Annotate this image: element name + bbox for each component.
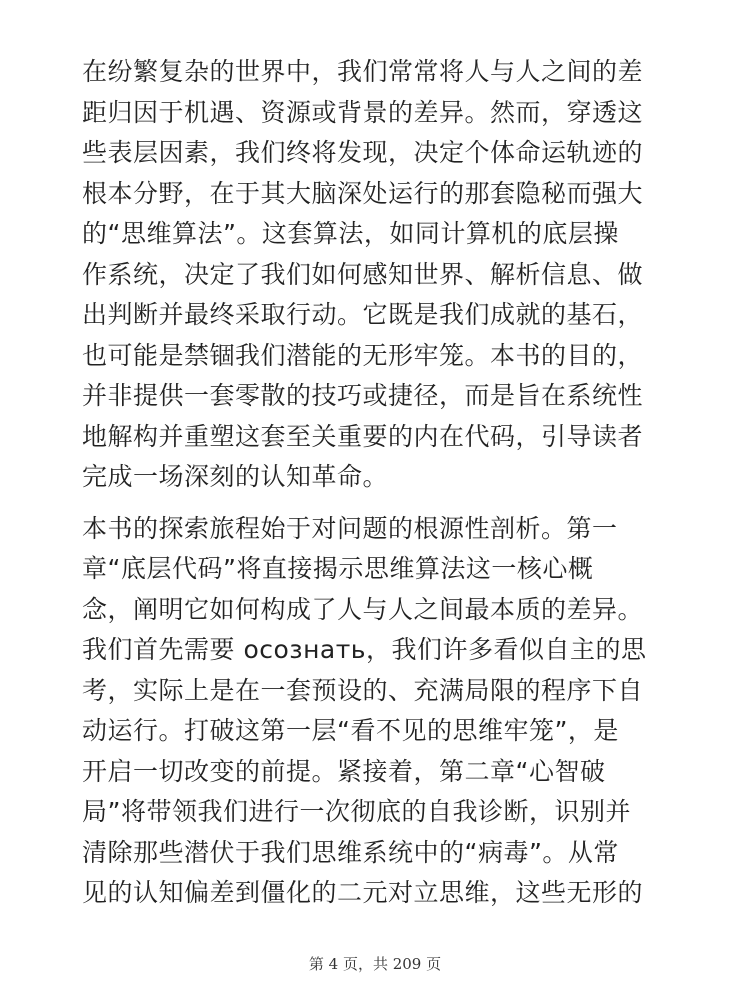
text-line: 也可能是禁锢我们潜能的无形牢笼。本书的目的， (82, 340, 644, 370)
page-body (82, 52, 672, 914)
text-line: 章“底层代码”将直接揭示思维算法这一核心概 (82, 554, 594, 583)
text-line: 在纷繁复杂的世界中，我们常常将人与人之间的差 (82, 57, 644, 86)
text-line: 出判断并最终采取行动。它既是我们成就的基石， (82, 300, 644, 329)
text-line: 并非提供一套零散的技巧或捷径，而是旨在系统性 (82, 381, 644, 410)
text-line: 地解构并重塑这套至关重要的内在代码，引导读者 (82, 421, 644, 451)
text-line: 距归因于机遇、资源或背景的差异。然而，穿透这 (82, 97, 644, 127)
text-line: 动运行。打破这第一层“看不见的思维牢笼”，是 (82, 716, 619, 745)
text-line: 清除那些潜伏于我们思维系统中的“病毒”。从常 (82, 837, 619, 867)
text-line: 本书的探索旅程始于对问题的根源性剖析。第一 (82, 513, 618, 543)
text-line: 的“思维算法”。这套算法，如同计算机的底层操 (82, 219, 619, 248)
text-line: 念，阐明它如何构成了人与人之间最本质的差异。 (82, 594, 644, 624)
paragraph-overview (82, 509, 672, 914)
text-line: 我们首先需要 осознать，我们许多看似自主的思 (82, 635, 647, 664)
text-line: 局”将带领我们进行一次彻底的自我诊断，识别并 (82, 797, 631, 826)
text-line: 完成一场深刻的认知革命。 (82, 462, 389, 491)
text-line: 作系统，决定了我们如何感知世界、解析信息、做 (82, 259, 644, 289)
text-line: 开启一切改变的前提。紧接着，第二章“心智破 (82, 756, 606, 786)
paragraph-intro (82, 52, 672, 498)
text-line: 考，实际上是在一套预设的、充满局限的程序下自 (82, 675, 644, 705)
text-line: 见的认知偏差到僵化的二元对立思维，这些无形的 (82, 878, 644, 907)
text-line: 些表层因素，我们终将发现，决定个体命运轨迹的 (82, 138, 644, 167)
text-line: 根本分野，在于其大脑深处运行的那套隐秘而强大 (82, 178, 644, 208)
page-number-footer: 第 4 页，共 209 页 (308, 955, 442, 973)
